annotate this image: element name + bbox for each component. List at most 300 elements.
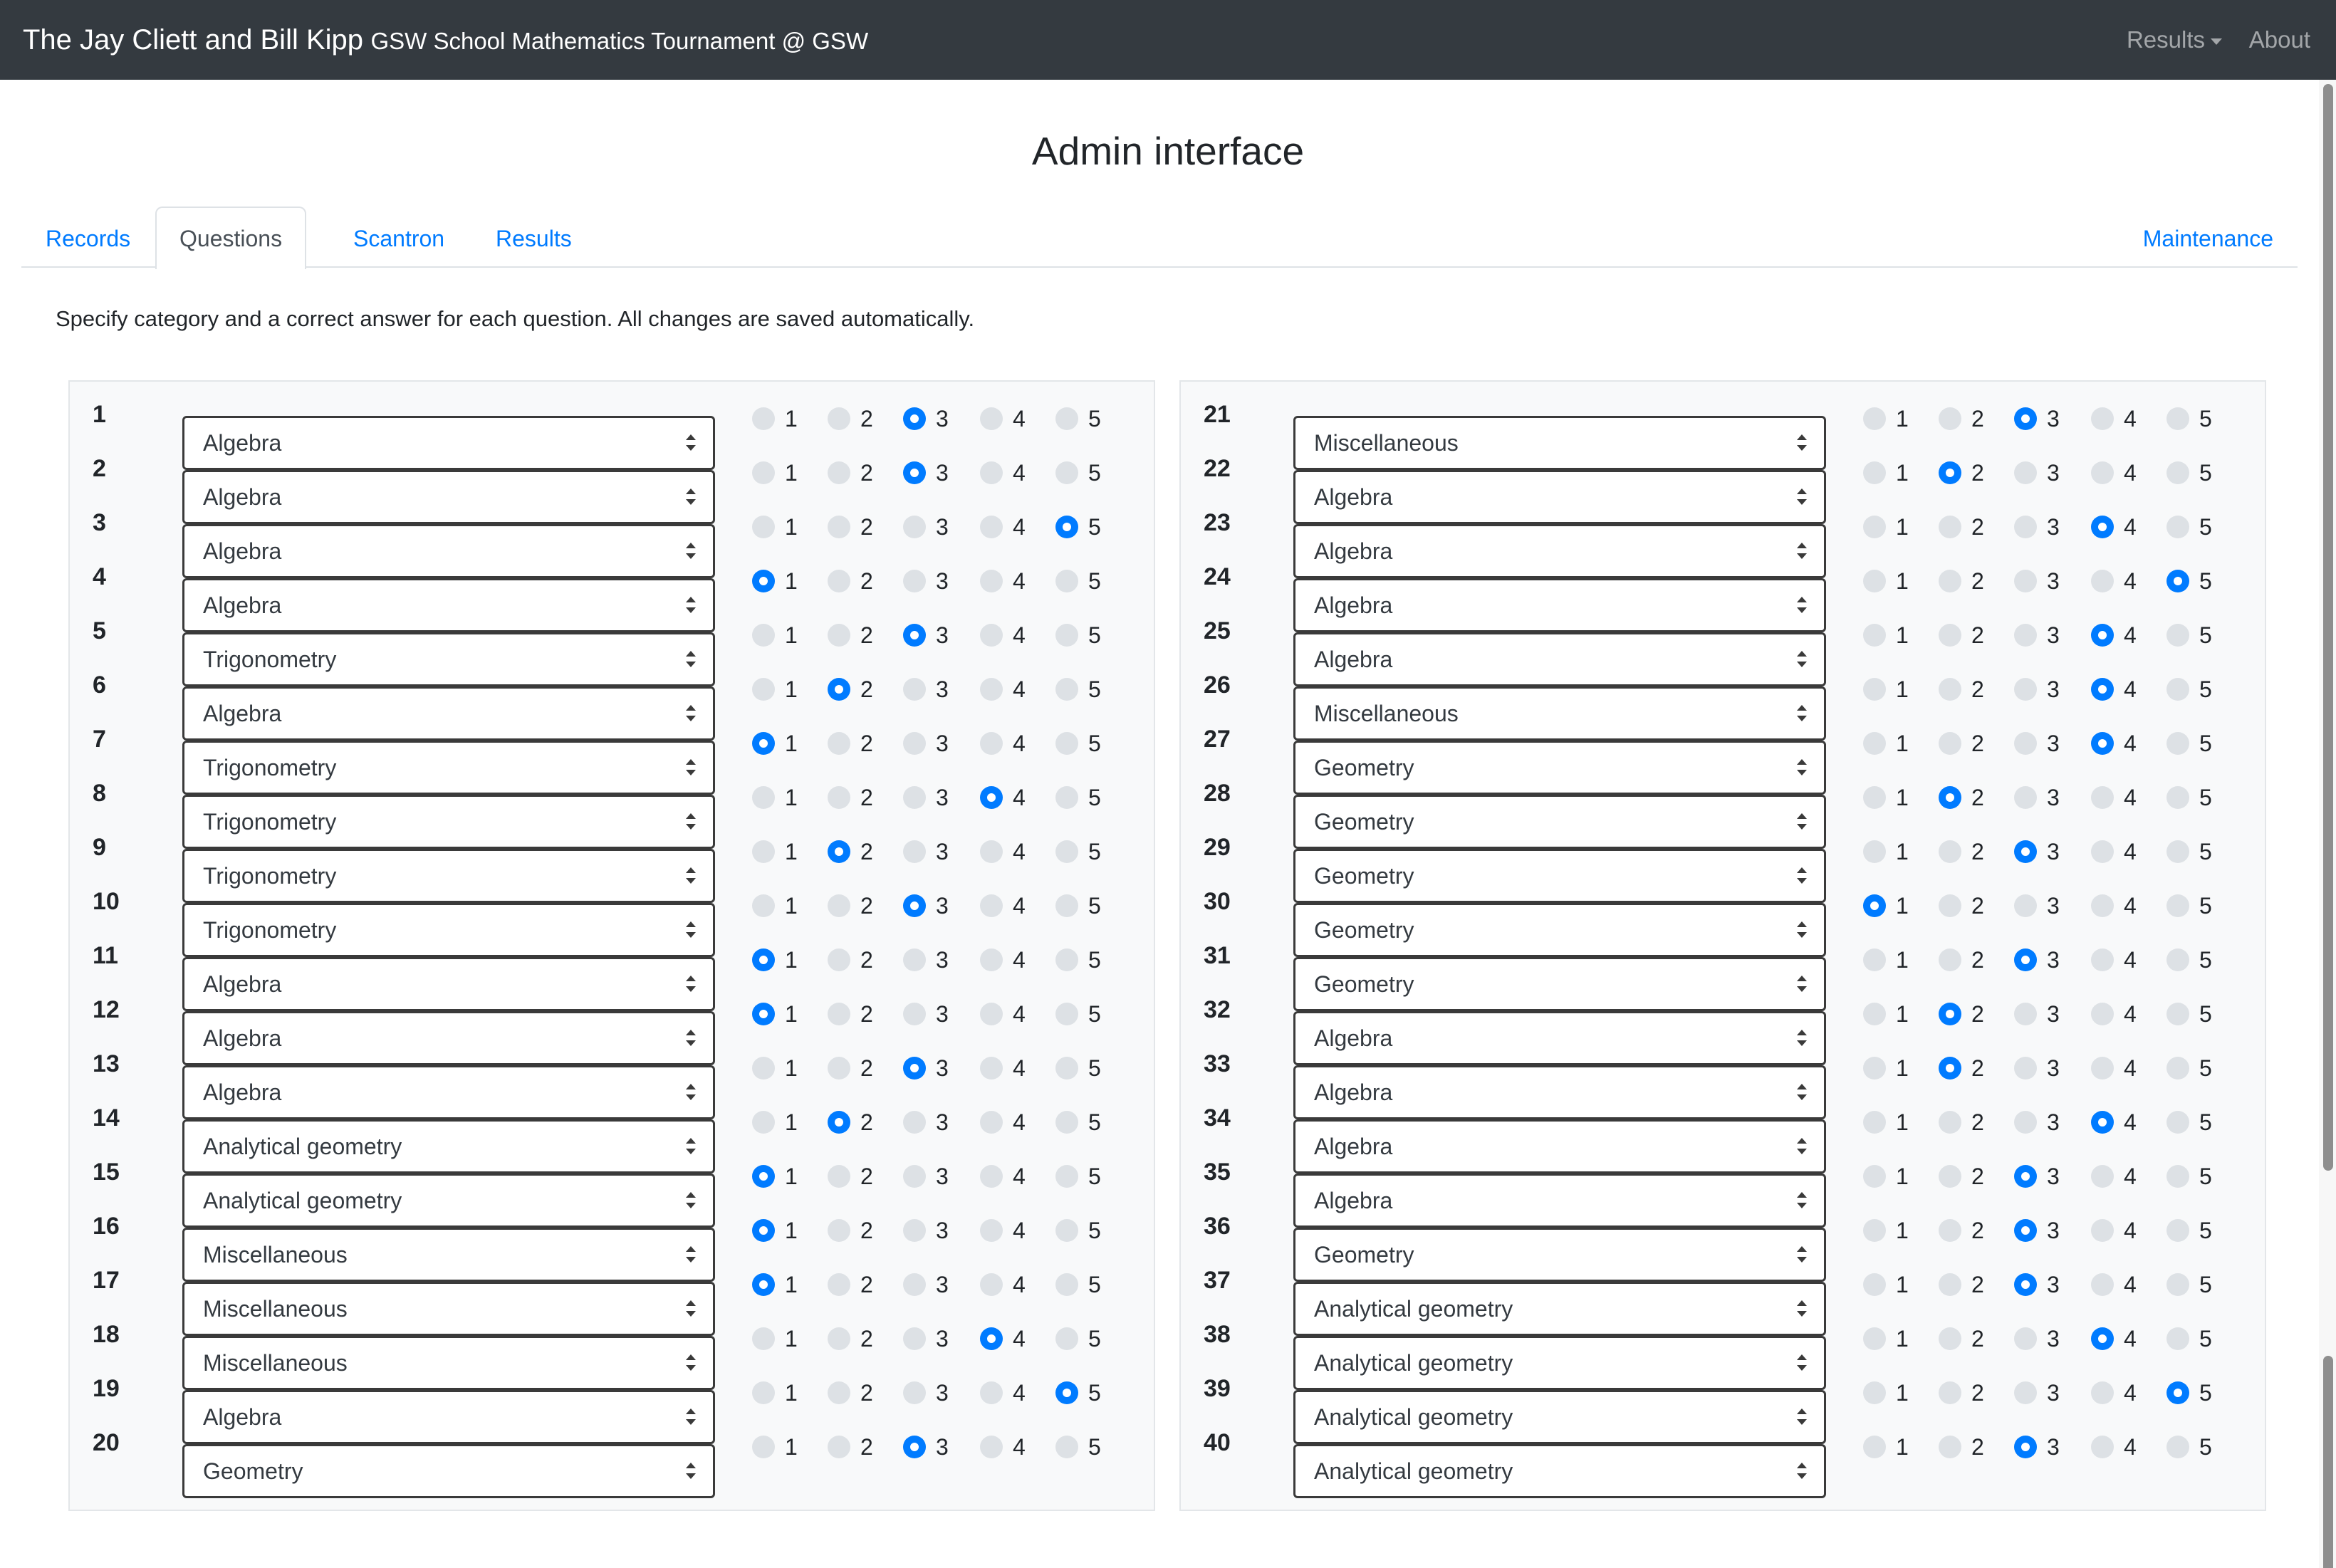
question-row (70, 827, 1157, 889)
answer-option-label: 3 (2047, 785, 2060, 810)
category-select-value: Geometry (1314, 1242, 1414, 1268)
answer-radio[interactable] (2166, 461, 2189, 484)
answer-radio[interactable] (1055, 461, 1078, 484)
answer-option-label: 4 (1013, 622, 1026, 648)
answer-radio[interactable] (903, 894, 926, 917)
question-row (1181, 1260, 2268, 1322)
answer-option-label: 2 (1971, 893, 1984, 919)
answer-radio[interactable] (828, 732, 850, 755)
answer-option-label: 2 (1971, 622, 1984, 648)
scrollbar-thumb[interactable] (2323, 84, 2333, 1171)
answer-radio[interactable] (903, 570, 926, 592)
category-select[interactable] (1293, 1444, 1826, 1498)
answer-radio[interactable] (828, 894, 850, 917)
answer-option-label: 5 (1088, 839, 1101, 864)
answer-option-label: 2 (860, 1380, 873, 1406)
answer-radio[interactable] (2166, 786, 2189, 809)
answer-radio[interactable] (2091, 894, 2114, 917)
answer-radio[interactable] (2091, 407, 2114, 430)
answer-radio[interactable] (828, 1327, 850, 1350)
answer-radio[interactable] (1939, 407, 1961, 430)
answer-radio[interactable] (752, 1165, 775, 1188)
answer-radio[interactable] (752, 1219, 775, 1242)
category-select-value: Trigonometry (203, 863, 337, 889)
answer-radio[interactable] (828, 1003, 850, 1025)
about-link[interactable]: About (2248, 26, 2310, 53)
answer-radio[interactable] (2166, 1273, 2189, 1296)
question-number: 32 (1204, 996, 1231, 1023)
answer-radio[interactable] (1055, 1273, 1078, 1296)
answer-radio[interactable] (1863, 624, 1886, 647)
answer-option-label: 1 (785, 622, 798, 648)
answer-radio[interactable] (1863, 1381, 1886, 1404)
answer-radio[interactable] (828, 786, 850, 809)
answer-radio[interactable] (2166, 1165, 2189, 1188)
answer-radio[interactable] (903, 1327, 926, 1350)
answer-radio[interactable] (2014, 570, 2037, 592)
answer-radio[interactable] (2091, 1327, 2114, 1350)
answer-radio[interactable] (903, 461, 926, 484)
answer-radio[interactable] (752, 894, 775, 917)
tab-records[interactable]: Records (46, 226, 131, 251)
answer-radio[interactable] (1939, 1003, 1961, 1025)
answer-option-label: 1 (1896, 1434, 1909, 1460)
answer-radio[interactable] (1863, 840, 1886, 863)
answer-radio[interactable] (2166, 948, 2189, 971)
answer-radio[interactable] (752, 678, 775, 701)
answer-radio[interactable] (1863, 516, 1886, 538)
answer-radio[interactable] (1055, 1219, 1078, 1242)
answer-radio[interactable] (2091, 624, 2114, 647)
answer-radio[interactable] (1863, 1165, 1886, 1188)
answer-radio[interactable] (752, 1436, 775, 1458)
answer-radio[interactable] (903, 407, 926, 430)
answer-radio[interactable] (1939, 1057, 1961, 1080)
answer-radio[interactable] (828, 1111, 850, 1134)
answer-option-label: 5 (2199, 839, 2212, 864)
answer-radio[interactable] (980, 570, 1003, 592)
answer-radio[interactable] (2166, 1219, 2189, 1242)
answer-option-label: 4 (2124, 622, 2137, 648)
answer-radio[interactable] (752, 1003, 775, 1025)
answer-radio[interactable] (903, 1219, 926, 1242)
answer-radio[interactable] (1863, 570, 1886, 592)
answer-option-label: 1 (785, 1218, 798, 1243)
answer-radio[interactable] (1055, 1003, 1078, 1025)
answer-radio[interactable] (1939, 1111, 1961, 1134)
question-row (1181, 557, 2268, 618)
answer-radio[interactable] (2091, 1219, 2114, 1242)
answer-radio[interactable] (2091, 1381, 2114, 1404)
answer-radio[interactable] (1055, 786, 1078, 809)
answer-radio[interactable] (1939, 1219, 1961, 1242)
answer-radio[interactable] (1863, 1003, 1886, 1025)
answer-radio[interactable] (828, 624, 850, 647)
answer-radio[interactable] (903, 1003, 926, 1025)
answer-radio[interactable] (828, 1436, 850, 1458)
question-number: 14 (93, 1104, 120, 1131)
scrollbar-thumb-secondary[interactable] (2323, 1356, 2333, 1568)
answer-radio[interactable] (828, 1273, 850, 1296)
answer-radio[interactable] (2014, 1003, 2037, 1025)
answer-radio[interactable] (2091, 1273, 2114, 1296)
answer-radio[interactable] (1055, 678, 1078, 701)
answer-radio[interactable] (1055, 948, 1078, 971)
answer-radio[interactable] (2014, 516, 2037, 538)
answer-radio[interactable] (2091, 678, 2114, 701)
answer-radio[interactable] (828, 1165, 850, 1188)
answer-radio[interactable] (2166, 1381, 2189, 1404)
answer-radio[interactable] (2166, 624, 2189, 647)
category-select-value: Trigonometry (203, 647, 337, 672)
question-row (70, 1423, 1157, 1484)
answer-radio[interactable] (752, 461, 775, 484)
answer-radio[interactable] (2166, 1057, 2189, 1080)
question-number: 13 (93, 1050, 120, 1077)
answer-radio[interactable] (980, 461, 1003, 484)
answer-radio[interactable] (2091, 732, 2114, 755)
answer-radio[interactable] (2014, 894, 2037, 917)
answer-radio[interactable] (980, 678, 1003, 701)
answer-radio[interactable] (752, 948, 775, 971)
answer-radio[interactable] (828, 461, 850, 484)
question-row (1181, 1152, 2268, 1213)
answer-radio[interactable] (903, 840, 926, 863)
answer-radio[interactable] (1939, 732, 1961, 755)
answer-radio[interactable] (2091, 1057, 2114, 1080)
answer-radio[interactable] (1939, 1381, 1961, 1404)
answer-radio[interactable] (1863, 678, 1886, 701)
answer-option-label: 5 (1088, 1434, 1101, 1460)
answer-radio[interactable] (1939, 678, 1961, 701)
answer-option-label: 4 (2124, 1055, 2137, 1081)
category-select-value: Algebra (1314, 538, 1393, 564)
answer-option-label: 3 (2047, 1164, 2060, 1189)
answer-radio[interactable] (980, 948, 1003, 971)
answer-radio[interactable] (903, 1165, 926, 1188)
answer-radio[interactable] (1055, 407, 1078, 430)
answer-option-label: 2 (860, 1272, 873, 1297)
answer-radio[interactable] (980, 1381, 1003, 1404)
answer-radio[interactable] (1939, 1327, 1961, 1350)
answer-option-label: 4 (1013, 1001, 1026, 1027)
answer-radio[interactable] (2166, 894, 2189, 917)
answer-radio[interactable] (2091, 461, 2114, 484)
answer-option-label: 3 (2047, 568, 2060, 594)
answer-radio[interactable] (1055, 1111, 1078, 1134)
answer-radio[interactable] (752, 570, 775, 592)
answer-radio[interactable] (1863, 948, 1886, 971)
answer-radio[interactable] (1939, 461, 1961, 484)
answer-radio[interactable] (2014, 1327, 2037, 1350)
answer-option-label: 5 (2199, 406, 2212, 432)
answer-radio[interactable] (903, 678, 926, 701)
answer-option-label: 5 (1088, 622, 1101, 648)
answer-option-label: 5 (2199, 1434, 2212, 1460)
question-row (70, 882, 1157, 943)
answer-radio[interactable] (1055, 1381, 1078, 1404)
answer-radio[interactable] (1863, 407, 1886, 430)
answer-option-label: 2 (1971, 1164, 1984, 1189)
answer-option-label: 3 (936, 1055, 949, 1081)
answer-radio[interactable] (2091, 1165, 2114, 1188)
answer-radio[interactable] (2014, 1219, 2037, 1242)
answer-radio[interactable] (2014, 624, 2037, 647)
category-select-value: Miscellaneous (203, 1350, 348, 1376)
answer-radio[interactable] (2166, 516, 2189, 538)
answer-radio[interactable] (2091, 786, 2114, 809)
answer-radio[interactable] (752, 786, 775, 809)
answer-radio[interactable] (828, 678, 850, 701)
answer-radio[interactable] (1863, 894, 1886, 917)
category-select-value: Algebra (203, 484, 282, 510)
answer-option-label: 2 (1971, 1001, 1984, 1027)
answer-radio[interactable] (1055, 1057, 1078, 1080)
answer-radio[interactable] (1055, 732, 1078, 755)
answer-radio[interactable] (2014, 1381, 2037, 1404)
answer-option-label: 3 (936, 893, 949, 919)
answer-radio[interactable] (828, 1381, 850, 1404)
answer-option-label: 3 (2047, 731, 2060, 756)
answer-radio[interactable] (2014, 1057, 2037, 1080)
answer-option-label: 3 (2047, 1001, 2060, 1027)
question-row (70, 394, 1157, 456)
question-number: 17 (93, 1267, 120, 1294)
answer-radio[interactable] (828, 840, 850, 863)
answer-radio[interactable] (980, 516, 1003, 538)
answer-radio[interactable] (980, 1057, 1003, 1080)
answer-radio[interactable] (752, 1381, 775, 1404)
answer-radio[interactable] (752, 516, 775, 538)
category-select-value: Analytical geometry (1314, 1458, 1513, 1484)
answer-option-label: 5 (2199, 1218, 2212, 1243)
answer-radio[interactable] (2166, 407, 2189, 430)
answer-radio[interactable] (1863, 732, 1886, 755)
answer-option-label: 2 (860, 731, 873, 756)
answer-radio[interactable] (1939, 570, 1961, 592)
questions-panel-right (1179, 380, 2266, 1511)
answer-radio[interactable] (980, 840, 1003, 863)
category-select[interactable] (182, 1444, 715, 1498)
navbar-brand[interactable] (23, 0, 868, 80)
answer-option-label: 2 (1971, 514, 1984, 540)
answer-option-label: 1 (785, 1164, 798, 1189)
answer-option-label: 5 (1088, 568, 1101, 594)
answer-radio[interactable] (1939, 840, 1961, 863)
question-number: 15 (93, 1159, 120, 1186)
answer-radio[interactable] (2166, 1327, 2189, 1350)
answer-radio[interactable] (1863, 1273, 1886, 1296)
answer-radio[interactable] (980, 1111, 1003, 1134)
answer-radio[interactable] (752, 1327, 775, 1350)
answer-option-label: 2 (1971, 947, 1984, 973)
answer-radio[interactable] (1863, 1057, 1886, 1080)
answer-option-label: 2 (1971, 785, 1984, 810)
answer-radio[interactable] (980, 1436, 1003, 1458)
answer-radio[interactable] (1055, 1327, 1078, 1350)
answer-radio[interactable] (1055, 840, 1078, 863)
answer-radio[interactable] (903, 732, 926, 755)
answer-radio[interactable] (2014, 678, 2037, 701)
tab-scantron[interactable]: Scantron (353, 226, 445, 251)
caret-down-icon (2211, 38, 2222, 45)
answer-radio[interactable] (903, 1273, 926, 1296)
answer-radio[interactable] (980, 407, 1003, 430)
answer-radio[interactable] (2091, 1003, 2114, 1025)
answer-radio[interactable] (752, 840, 775, 863)
answer-option-label: 3 (2047, 676, 2060, 702)
answer-radio[interactable] (752, 1057, 775, 1080)
answer-radio[interactable] (2166, 1111, 2189, 1134)
answer-radio[interactable] (752, 624, 775, 647)
answer-radio[interactable] (980, 786, 1003, 809)
answer-radio[interactable] (980, 894, 1003, 917)
answer-radio[interactable] (752, 732, 775, 755)
answer-radio[interactable] (828, 1057, 850, 1080)
category-select-value: Algebra (1314, 1134, 1393, 1159)
answer-radio[interactable] (828, 948, 850, 971)
answer-radio[interactable] (1863, 786, 1886, 809)
question-number: 9 (93, 834, 106, 861)
answer-radio[interactable] (903, 1381, 926, 1404)
answer-option-label: 5 (2199, 947, 2212, 973)
answer-radio[interactable] (2091, 570, 2114, 592)
answer-option-label: 1 (1896, 731, 1909, 756)
answer-radio[interactable] (980, 624, 1003, 647)
answer-radio[interactable] (1055, 1165, 1078, 1188)
answer-option-label: 4 (1013, 947, 1026, 973)
answer-radio[interactable] (2166, 1003, 2189, 1025)
answer-radio[interactable] (980, 1165, 1003, 1188)
answer-radio[interactable] (2091, 1111, 2114, 1134)
answer-radio[interactable] (2014, 840, 2037, 863)
answer-option-label: 2 (1971, 676, 1984, 702)
answer-radio[interactable] (2014, 732, 2037, 755)
answer-option-label: 4 (2124, 731, 2137, 756)
answer-radio[interactable] (1863, 1219, 1886, 1242)
question-row (1181, 990, 2268, 1051)
answer-radio[interactable] (903, 1111, 926, 1134)
answer-radio[interactable] (1939, 1165, 1961, 1188)
answer-radio[interactable] (1939, 786, 1961, 809)
answer-radio[interactable] (1939, 624, 1961, 647)
question-row (70, 665, 1157, 726)
answer-option-label: 1 (1896, 676, 1909, 702)
answer-radio[interactable] (903, 624, 926, 647)
answer-option-label: 1 (785, 731, 798, 756)
answer-option-label: 3 (936, 839, 949, 864)
answer-radio[interactable] (980, 1003, 1003, 1025)
answer-option-label: 3 (2047, 947, 2060, 973)
answer-radio[interactable] (1939, 894, 1961, 917)
answer-radio[interactable] (903, 1436, 926, 1458)
answer-option-label: 4 (2124, 947, 2137, 973)
category-select-value: Algebra (1314, 1025, 1393, 1051)
answer-radio[interactable] (903, 948, 926, 971)
answer-radio[interactable] (2091, 1436, 2114, 1458)
answer-option-label: 2 (860, 1055, 873, 1081)
answer-radio[interactable] (2091, 516, 2114, 538)
answer-radio[interactable] (2091, 948, 2114, 971)
answer-radio[interactable] (828, 1219, 850, 1242)
answer-radio[interactable] (2014, 1165, 2037, 1188)
question-number: 20 (93, 1429, 120, 1456)
answer-option-label: 4 (2124, 839, 2137, 864)
answer-radio[interactable] (752, 1111, 775, 1134)
answer-radio[interactable] (2014, 1273, 2037, 1296)
answer-radio[interactable] (980, 1273, 1003, 1296)
answer-radio[interactable] (1939, 948, 1961, 971)
answer-radio[interactable] (828, 570, 850, 592)
question-row (70, 449, 1157, 510)
answer-radio[interactable] (980, 1327, 1003, 1350)
answer-radio[interactable] (1863, 461, 1886, 484)
answer-radio[interactable] (1939, 1273, 1961, 1296)
answer-radio[interactable] (903, 786, 926, 809)
answer-radio[interactable] (2014, 786, 2037, 809)
answer-radio[interactable] (2091, 840, 2114, 863)
answer-radio[interactable] (2166, 678, 2189, 701)
answer-radio[interactable] (1055, 624, 1078, 647)
answer-radio[interactable] (2014, 1111, 2037, 1134)
answer-radio[interactable] (1055, 516, 1078, 538)
answer-radio[interactable] (752, 1273, 775, 1296)
answer-radio[interactable] (1863, 1111, 1886, 1134)
answer-radio[interactable] (2014, 407, 2037, 430)
answer-radio[interactable] (828, 516, 850, 538)
answer-radio[interactable] (1055, 570, 1078, 592)
answer-radio[interactable] (1939, 516, 1961, 538)
answer-radio[interactable] (2166, 1436, 2189, 1458)
question-row (1181, 827, 2268, 889)
answer-radio[interactable] (1863, 1327, 1886, 1350)
results-dropdown[interactable] (2127, 0, 2222, 80)
answer-radio[interactable] (1863, 1436, 1886, 1458)
answer-option-label: 1 (785, 568, 798, 594)
answer-radio[interactable] (903, 516, 926, 538)
answer-radio[interactable] (1055, 1436, 1078, 1458)
answer-radio[interactable] (1055, 894, 1078, 917)
tab-questions[interactable]: Questions (155, 207, 306, 269)
answer-option-label: 4 (2124, 1326, 2137, 1352)
answer-option-label: 2 (860, 460, 873, 486)
tab-maintenance[interactable]: Maintenance (2142, 226, 2273, 251)
answer-option-label: 1 (785, 514, 798, 540)
answer-radio[interactable] (2166, 840, 2189, 863)
answer-radio[interactable] (2014, 1436, 2037, 1458)
tab-results[interactable]: Results (496, 226, 572, 251)
answer-radio[interactable] (903, 1057, 926, 1080)
question-number: 7 (93, 726, 106, 753)
answer-radio[interactable] (2166, 570, 2189, 592)
answer-radio[interactable] (752, 407, 775, 430)
answer-radio[interactable] (1939, 1436, 1961, 1458)
answer-option-label: 2 (860, 1434, 873, 1460)
answer-radio[interactable] (2014, 948, 2037, 971)
answer-radio[interactable] (2014, 461, 2037, 484)
answer-radio[interactable] (828, 407, 850, 430)
question-row (1181, 611, 2268, 672)
answer-option-label: 2 (860, 893, 873, 919)
question-row (1181, 1369, 2268, 1430)
answer-option-label: 2 (1971, 1109, 1984, 1135)
answer-radio[interactable] (980, 732, 1003, 755)
question-number: 23 (1204, 509, 1231, 536)
answer-option-label: 4 (2124, 568, 2137, 594)
answer-radio[interactable] (2166, 732, 2189, 755)
answer-radio[interactable] (980, 1219, 1003, 1242)
answer-option-label: 3 (936, 568, 949, 594)
